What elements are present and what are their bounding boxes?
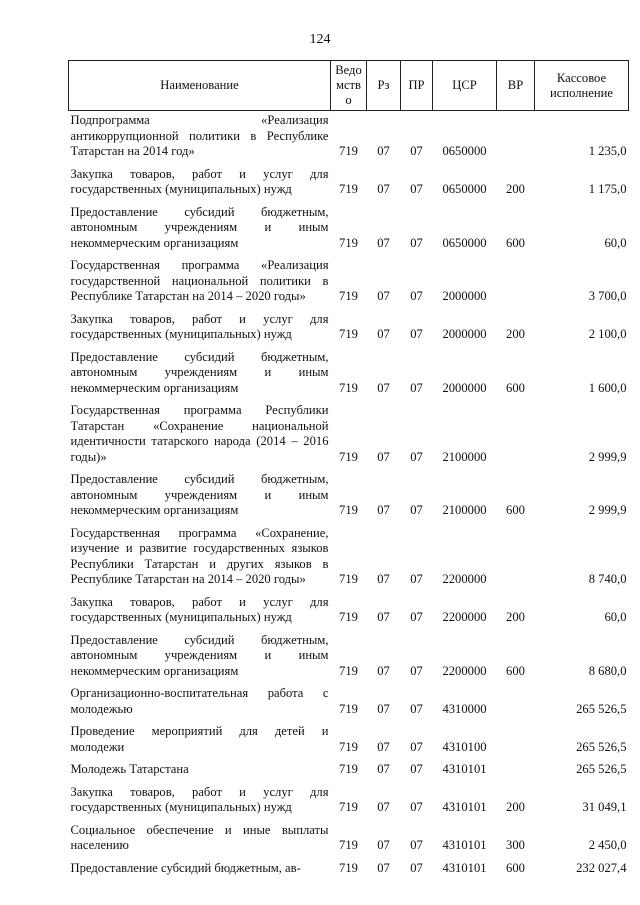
row-csr: 2100000 [442,449,487,464]
row-csr: 2200000 [442,663,487,678]
row-pr: 07 [410,327,423,341]
header-pr: ПР [401,61,433,111]
row-amount: 232 027,4 [576,860,627,875]
row-csr: 0650000 [442,182,487,196]
table-row [69,760,629,783]
row-ved: 719 [339,144,358,158]
row-csr: 4310101 [442,762,487,776]
row-pr: 07 [410,610,423,624]
row-ved: 719 [339,860,358,875]
budget-table [68,60,629,881]
table-row [69,256,629,310]
row-vr [497,401,535,470]
table-row [69,783,629,821]
row-name: Предоставление субсидий бюджетным, автономным учреждениям и иным некоммерческим организациям [70,472,329,517]
row-pr: 07 [410,860,423,875]
table-row [69,310,629,348]
row-ved: 719 [339,610,358,624]
row-vr: 300 [506,838,525,852]
table-row [69,470,629,524]
row-vr: 600 [506,860,525,875]
row-name: Проведение мероприятий для детей и молодежи [70,724,329,754]
row-csr: 2100000 [442,503,487,517]
row-csr: 4310000 [442,701,487,716]
row-ved: 719 [339,701,358,716]
table-row [69,821,629,859]
row-rz: 07 [377,701,390,716]
row-csr: 2000000 [442,327,487,341]
row-vr: 600 [506,663,525,678]
table-row [69,722,629,760]
table-row [69,111,629,165]
row-amount: 265 526,5 [576,739,627,754]
row-amount: 1 600,0 [588,380,627,395]
row-csr: 2200000 [442,610,487,624]
row-amount: 265 526,5 [576,762,627,776]
row-ved: 719 [339,503,358,517]
row-csr: 4310101 [442,838,487,852]
row-amount: 2 999,9 [588,503,627,517]
row-vr: 600 [506,380,525,395]
header-vr: ВР [497,61,535,111]
row-pr: 07 [410,449,423,464]
table-row [69,165,629,203]
row-vr: 600 [506,235,525,250]
row-ved: 719 [339,380,358,395]
row-rz: 07 [377,327,390,341]
row-amount: 3 700,0 [588,289,627,303]
header-csr: ЦСР [433,61,497,111]
row-name: Закупка товаров, работ и услуг для государственных (муниципальных) нужд [70,784,329,814]
row-ved: 719 [339,739,358,754]
row-vr [497,722,535,760]
table-row [69,593,629,631]
page-number: 124 [309,32,331,47]
row-rz: 07 [377,380,390,395]
row-csr: 4310101 [442,800,487,814]
header-name: Наименование [69,61,331,111]
row-pr: 07 [410,144,423,158]
row-amount: 2 999,9 [588,449,627,464]
row-ved: 719 [339,762,358,776]
row-name: Организационно-воспитательная работа с молодежью [70,686,329,716]
row-pr: 07 [410,800,423,814]
row-pr: 07 [410,762,423,776]
row-amount: 31 049,1 [582,800,627,814]
row-pr: 07 [410,289,423,303]
row-vr [497,760,535,783]
row-ved: 719 [339,800,358,814]
table-row [69,348,629,402]
row-ved: 719 [339,182,358,196]
row-amount: 1 235,0 [588,144,627,158]
row-csr: 0650000 [442,235,487,250]
row-vr: 600 [506,503,525,517]
row-amount: 60,0 [604,235,627,250]
row-rz: 07 [377,610,390,624]
row-vr: 200 [506,327,525,341]
row-rz: 07 [377,144,390,158]
row-amount: 1 175,0 [588,182,627,196]
row-amount: 8 680,0 [588,663,627,678]
row-rz: 07 [377,800,390,814]
row-rz: 07 [377,182,390,196]
row-rz: 07 [377,663,390,678]
row-rz: 07 [377,762,390,776]
row-pr: 07 [410,380,423,395]
row-pr: 07 [410,182,423,196]
row-pr: 07 [410,838,423,852]
row-csr: 2200000 [442,572,487,586]
row-ved: 719 [339,289,358,303]
row-name: Предоставление субсидий бюджетным, автономным учреждениям и иным некоммерческим организациям [70,349,329,395]
row-vr: 200 [506,182,525,196]
row-csr: 2000000 [442,380,487,395]
table-row [69,631,629,685]
row-csr: 4310100 [442,739,487,754]
row-vr [497,524,535,593]
row-rz: 07 [377,739,390,754]
row-name: Закупка товаров, работ и услуг для государственных (муниципальных) нужд [70,311,329,341]
row-name: Социальное обеспечение и иные выплаты населению [70,822,329,852]
header-ved: Ведомство [331,61,367,111]
row-name: Закупка товаров, работ и услуг для государственных (муниципальных) нужд [70,594,329,624]
row-csr: 2000000 [442,289,487,303]
row-ved: 719 [339,572,358,586]
row-csr: 0650000 [442,144,487,158]
table-row [69,524,629,593]
row-pr: 07 [410,235,423,250]
row-name: Закупка товаров, работ и услуг для государственных (муниципальных) нужд [70,166,329,196]
row-name: Государственная программа Республики Татарстан «Сохранение национальной идентичности татарского народа (2014 – 2016 годы)» [70,403,329,464]
row-name: Подпрограмма «Реализация антикоррупционной политики в Республике Татарстан на 2014 год» [70,113,329,158]
row-rz: 07 [377,503,390,517]
table-row [69,401,629,470]
row-name: Предоставление субсидий бюджетным, автономным учреждениям и иным некоммерческим организациям [70,632,329,678]
row-rz: 07 [377,860,390,875]
row-rz: 07 [377,235,390,250]
row-vr [497,256,535,310]
header-amount: Кассовое исполнение [535,61,629,111]
row-name: Предоставление субсидий бюджетным, ав- [70,860,301,875]
row-rz: 07 [377,289,390,303]
row-name: Предоставление субсидий бюджетным, автономным учреждениям и иным некоммерческим организациям [70,204,329,250]
row-ved: 719 [339,235,358,250]
row-amount: 2 100,0 [588,327,627,341]
row-pr: 07 [410,663,423,678]
row-amount: 60,0 [604,610,627,624]
table-row [69,203,629,257]
row-pr: 07 [410,503,423,517]
row-csr: 4310101 [442,860,487,875]
row-rz: 07 [377,572,390,586]
row-ved: 719 [339,327,358,341]
row-vr: 200 [506,610,525,624]
row-ved: 719 [339,838,358,852]
table-header-row [69,61,629,111]
row-vr: 200 [506,800,525,814]
row-pr: 07 [410,572,423,586]
table-row [69,859,629,882]
row-amount: 265 526,5 [576,701,627,716]
row-vr [497,684,535,722]
row-amount: 2 450,0 [588,838,627,852]
row-pr: 07 [410,739,423,754]
row-rz: 07 [377,838,390,852]
row-name: Государственная программа «Сохранение, изучение и развитие государственных языков Республики Татарстан и других языков в Республике Татарстан на 2014 – 2020 годы» [70,525,329,586]
row-amount: 8 740,0 [588,572,627,586]
row-vr [497,111,535,165]
row-ved: 719 [339,663,358,678]
header-rz: Рз [367,61,401,111]
table-row [69,684,629,722]
row-pr: 07 [410,701,423,716]
row-name: Государственная программа «Реализация государственной национальной политики в Республике Татарстан на 2014 – 2020 годы» [70,258,329,303]
row-ved: 719 [339,449,358,464]
row-name: Молодежь Татарстана [70,762,189,776]
row-rz: 07 [377,449,390,464]
